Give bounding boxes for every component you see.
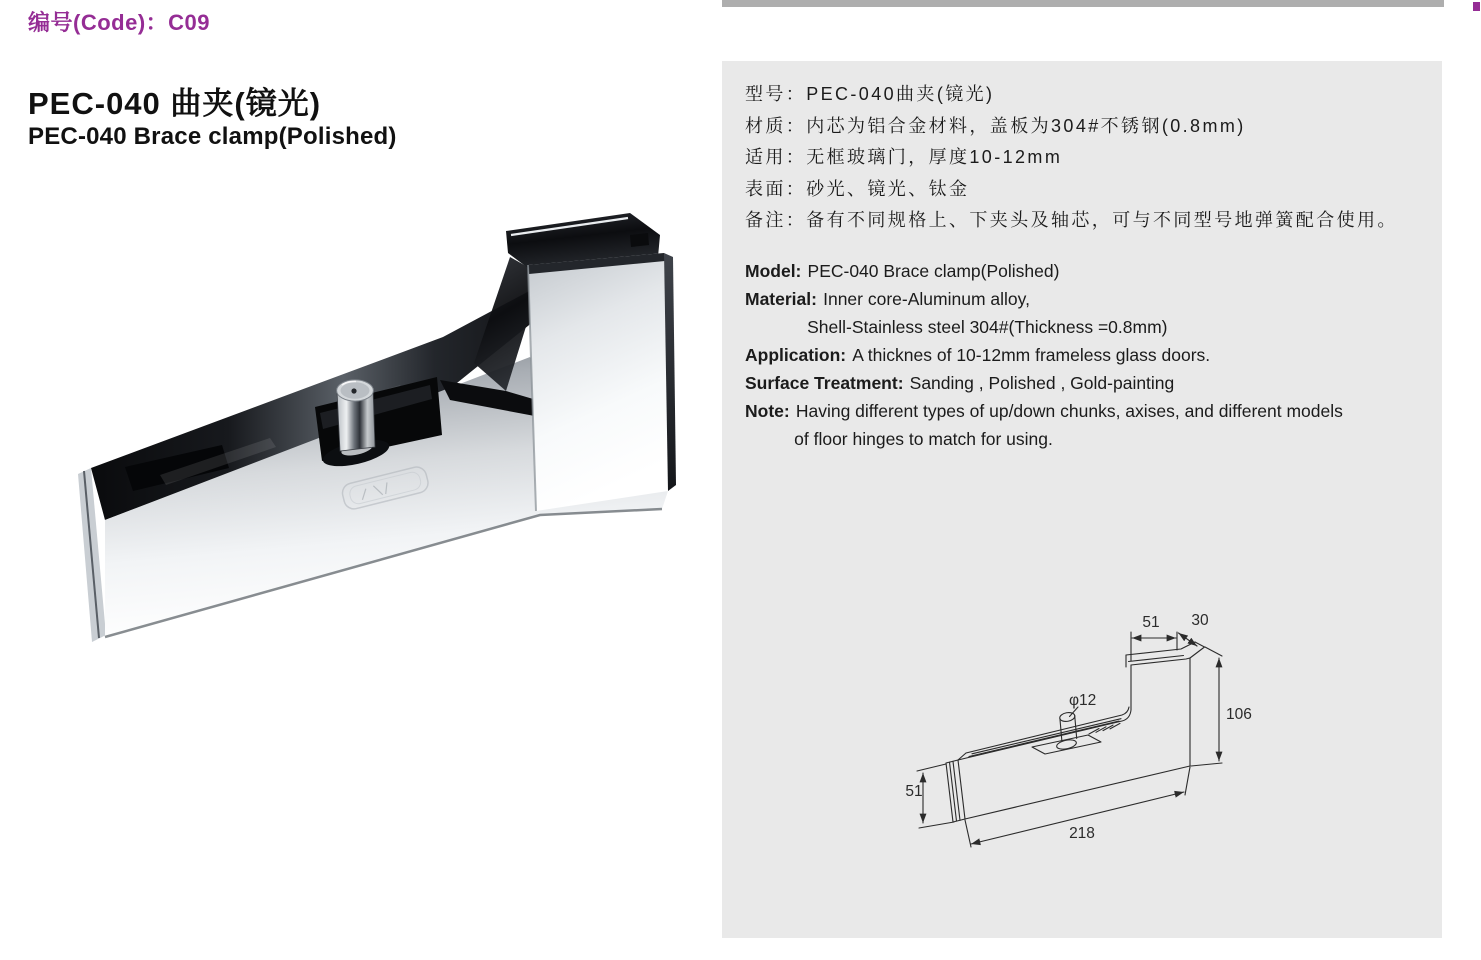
drawing-outline: [946, 642, 1205, 822]
spec-panel: [722, 61, 1442, 938]
spec-value: PEC-040 Brace clamp(Polished): [807, 261, 1060, 281]
spec-value: Having different types of up/down chunks, axises, and different models: [795, 401, 1343, 421]
spec-row-note-cont-en: [745, 425, 1440, 453]
spec-label: Material:: [745, 289, 817, 309]
dim-height-label: 106: [1226, 706, 1252, 723]
corner-accent-mark: [1473, 2, 1480, 11]
spec-label: Note:: [745, 401, 790, 421]
technical-drawing: [860, 595, 1280, 885]
spec-label: Surface Treatment:: [745, 373, 904, 393]
spec-label: Application:: [745, 345, 847, 365]
spec-value: Sanding , Polished , Gold-painting: [909, 373, 1175, 393]
dim-length-label: 218: [1069, 825, 1095, 842]
spec-row-surface-cn: 表面：砂光、镜光、钛金: [745, 178, 970, 199]
spec-list-cn: [745, 79, 1435, 237]
spec-row-material-cn: 材质：内芯为铝合金材料，盖板为304#不锈钢(0.8mm): [745, 115, 1246, 136]
dim-top-width-label: 51: [1142, 614, 1160, 631]
spec-row-surface-en: [745, 369, 1440, 397]
spec-row-model-cn: 型号：PEC-040曲夹(镜光): [745, 84, 995, 104]
spec-value: of floor hinges to match for using.: [794, 429, 1053, 449]
spec-row-apply-cn: 适用：无框玻璃门，厚度10-12mm: [745, 147, 1063, 167]
clamp-pin: [337, 380, 375, 451]
drawing-pin-hole: [1056, 738, 1077, 750]
spec-row-model-en: [745, 257, 1440, 285]
dim-pin-dia-label: φ12: [1069, 692, 1097, 709]
spec-row-material-cont-en: [745, 313, 1440, 341]
spec-row-material-en: [745, 285, 1440, 313]
dim-end-height-label: 51: [905, 783, 923, 800]
spec-value: A thicknes of 10-12mm frameless glass doors.: [852, 345, 1211, 365]
spec-value: Shell-Stainless steel 304#(Thickness =0.8mm): [807, 317, 1168, 337]
spec-list-en: [745, 257, 1440, 453]
spec-row-note-cn: 备注：备有不同规格上、下夹头及轴芯，可与不同型号地弹簧配合使用。: [745, 210, 1398, 230]
dim-top-depth-label: 30: [1191, 612, 1209, 629]
product-title-en: PEC-040 Brace clamp(Polished): [28, 123, 397, 150]
spec-row-application-en: [745, 341, 1440, 369]
spec-label: Model:: [745, 261, 802, 281]
spec-value: Inner core-Aluminum alloy,: [823, 289, 1030, 309]
spec-row-note-en: [745, 397, 1440, 425]
product-photo: [70, 195, 690, 650]
top-accent-bar: [722, 0, 1444, 7]
product-title-cn: PEC-040 曲夹(镜光): [28, 86, 322, 121]
product-code: 编号(Code)：C09: [28, 10, 211, 35]
